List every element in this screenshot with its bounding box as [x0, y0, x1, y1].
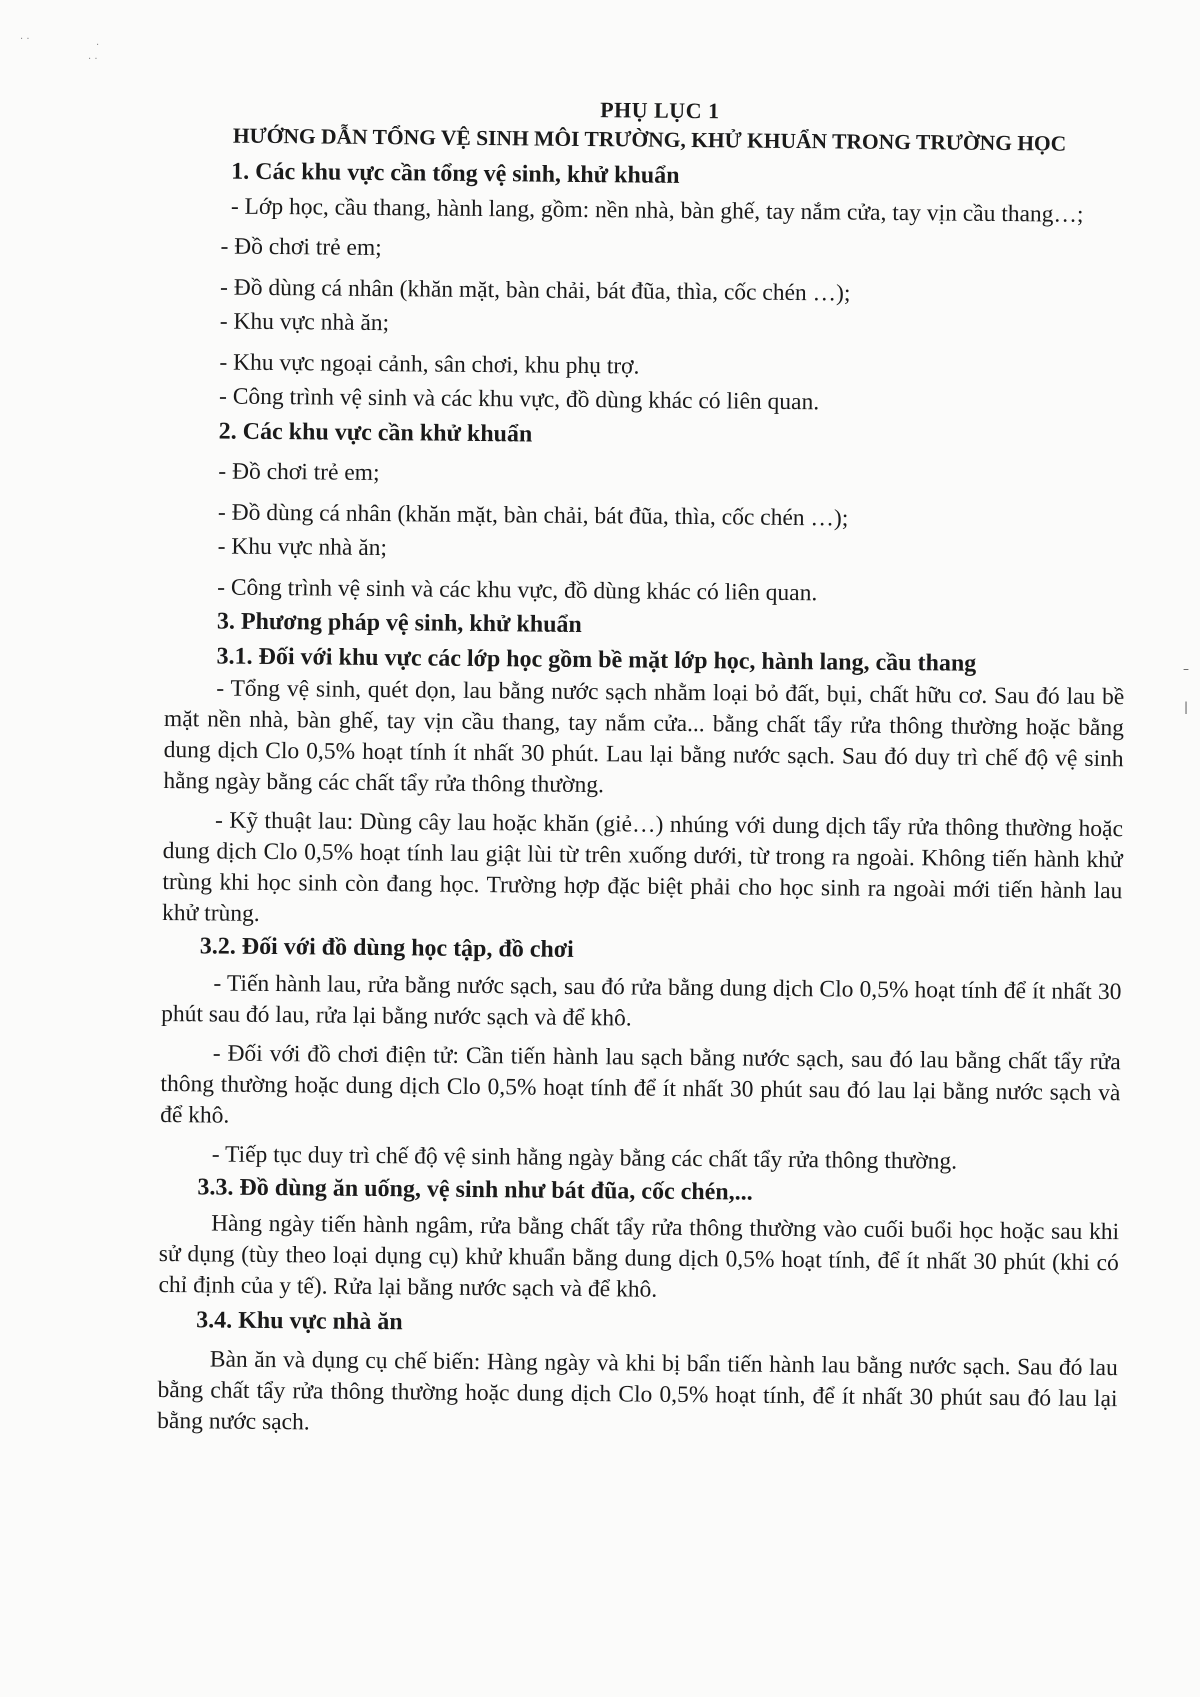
paragraph: - Tiếp tục duy trì chế độ vệ sinh hằng ngày bằng các chất tẩy rửa thông thường.: [211, 1140, 958, 1175]
document-title: HƯỚNG DẪN TỔNG VỆ SINH MÔI TRƯỜNG, KHỬ KHUẨN TRONG TRƯỜNG HỌC: [232, 123, 1067, 156]
scan-speck: · ·: [20, 34, 30, 45]
section-3-heading: 3. Phương pháp vệ sinh, khử khuẩn: [216, 608, 582, 638]
list-item: - Đồ dùng cá nhân (khăn mặt, bàn chải, bát đũa, thìa, cốc chén …);: [217, 498, 849, 532]
scan-speck: ·: [96, 40, 100, 51]
section-3-4-heading: 3.4. Khu vực nhà ăn: [196, 1307, 403, 1336]
list-item: - Đồ dùng cá nhân (khăn mặt, bàn chải, bát đũa, thìa, cốc chén …);: [220, 273, 851, 307]
edge-dash: |: [1183, 700, 1189, 714]
section-3-2-heading: 3.2. Đối với đồ dùng học tập, đồ chơi: [199, 933, 574, 963]
document-body: [157, 92, 1130, 1446]
scan-edge-marks: [1174, 660, 1198, 716]
paragraph: - Đối với đồ chơi điện tử: Cần tiến hành lau sạch bằng nước sạch, sau đó lau bằng chất tẩy rửa thông thường hoặc dung dịch Clo 0,5% hoạt tính để ít nhất 30 phút sau đó lau lại bằng nước sạch và để khô.: [160, 1039, 1121, 1129]
list-item: - Khu vực nhà ăn;: [219, 308, 390, 337]
section-3-1-heading: 3.1. Đối với khu vực các lớp học gồm bề mặt lớp học, hành lang, cầu thang: [216, 642, 977, 677]
list-item: - Khu vực ngoại cảnh, sân chơi, khu phụ trợ.: [219, 348, 640, 380]
paragraph: Hàng ngày tiến hành ngâm, rửa bằng chất tẩy rửa thông thường vào cuối buổi học hoặc sau khi sử dụng (tùy theo loại dụng cụ) khử khuẩn bằng dung dịch 0,5% hoạt tính, để ít nhất 30 phút (khi có chỉ định của y tế). Rửa lại bằng nước sạch và để khô.: [158, 1210, 1120, 1303]
list-item: - Đồ chơi trẻ em;: [220, 233, 382, 262]
paragraph: - Kỹ thuật lau: Dùng cây lau hoặc khăn (giẻ…) nhúng với dung dịch tẩy rửa thông thường hoặc dung dịch Clo 0,5% hoạt tính lau giật lùi từ trên xuống dưới, từ trong ra ngoài. Không tiến hành khử trùng khi học sinh còn đang học. Trường hợp đặc biệt phải cho học sinh ra ngoài mới tiến hành lau khử trùng.: [161, 807, 1124, 927]
paragraph: - Tổng vệ sinh, quét dọn, lau bằng nước sạch nhằm loại bỏ đất, bụi, chất hữu cơ. Sau đó lau bề mặt nền nhà, bàn ghế, tay vịn cầu thang, tay nắm cửa... bằng chất tẩy rửa thông thường hoặc bằng dung dịch Clo 0,5% hoạt tính ít nhất 30 phút. Lau lại bằng nước sạch. Sau đó duy trì chế độ vệ sinh hằng ngày bằng các chất tẩy rửa thông thường.: [163, 675, 1125, 799]
list-item: - Đồ chơi trẻ em;: [218, 458, 380, 487]
paragraph: Bàn ăn và dụng cụ chế biến: Hàng ngày và khi bị bẩn tiến hành lau bằng nước sạch. Sau đó lau bằng chất tẩy rửa thông thường hoặc dung dịch Clo 0,5% hoạt tính, để ít nhất 30 phút sau đó lau lại bằng nước sạch.: [157, 1345, 1118, 1435]
section-2-heading: 2. Các khu vực cần khử khuẩn: [218, 417, 533, 447]
list-item: - Khu vực nhà ăn;: [217, 533, 388, 562]
appendix-label: PHỤ LỤC 1: [600, 97, 720, 124]
section-1-heading: 1. Các khu vực cần tổng vệ sinh, khử khuẩn: [231, 158, 680, 189]
section-3-3-heading: 3.3. Đồ dùng ăn uống, vệ sinh như bát đũa, cốc chén,...: [197, 1173, 753, 1206]
list-item: - Lớp học, cầu thang, hành lang, gồm: nền nhà, bàn ghế, tay nắm cửa, tay vịn cầu thang…;: [230, 193, 1084, 228]
edge-dash: –: [1183, 662, 1189, 676]
list-item: - Công trình vệ sinh và các khu vực, đồ dùng khác có liên quan.: [218, 383, 820, 416]
paragraph: - Tiến hành lau, rửa bằng nước sạch, sau đó rửa bằng dung dịch Clo 0,5% hoạt tính để ít nhất 30 phút sau đó lau, rửa lại bằng nước sạch và để khô.: [161, 969, 1122, 1031]
scan-speck: · ·: [88, 54, 98, 65]
list-item: - Công trình vệ sinh và các khu vực, đồ dùng khác có liên quan.: [217, 573, 818, 606]
